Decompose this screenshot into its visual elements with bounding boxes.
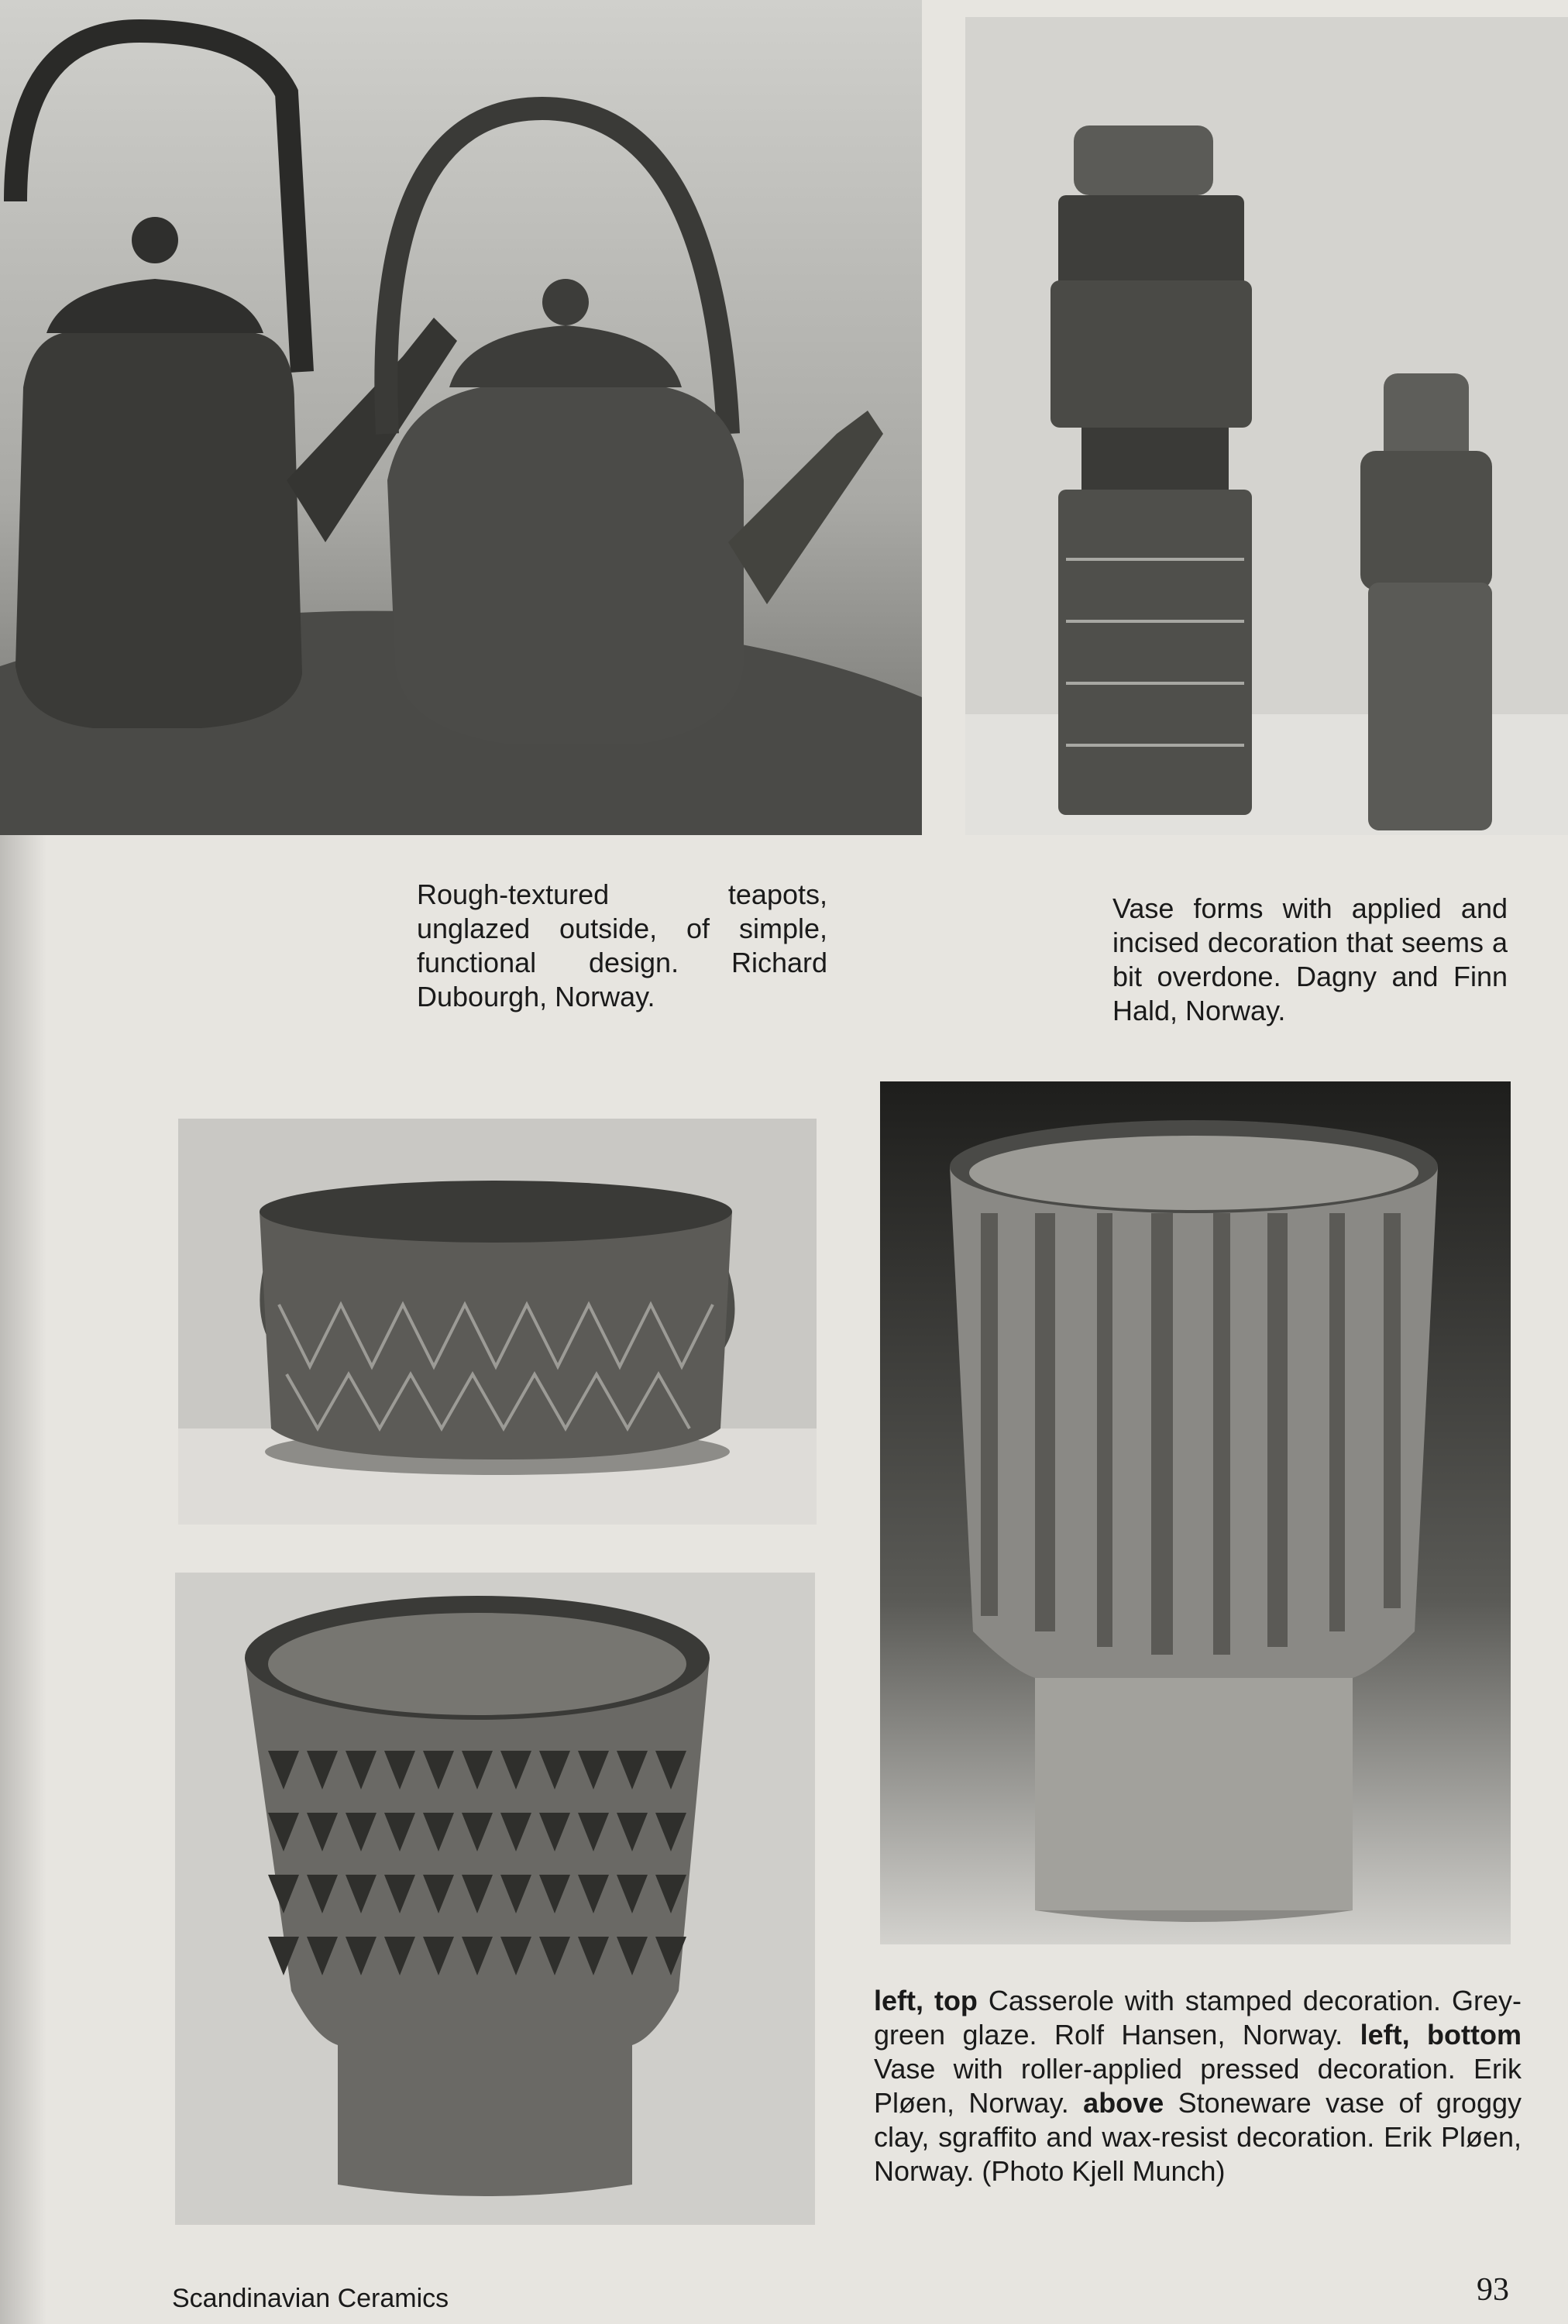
page-number: 93 [1477,2272,1509,2308]
caption-text-above: Stoneware vase of groggy clay, sgraffito and wax-resist decoration. Erik Pløen, Norway. (Photo Kjell Munch) [874,2087,1522,2187]
caption-label-left-top: left, top [874,1985,978,2016]
caption-text-left-bottom: Vase with roller-applied pressed decoration. Erik Pløen, Norway. [874,2053,1522,2119]
caption-label-left-bottom: left, bottom [1360,2019,1522,2051]
casserole-photo [178,1119,817,1525]
caption-label-above: above [1083,2087,1164,2119]
roller-vase-photo [175,1573,815,2225]
stoneware-vase-photo [880,1081,1511,1944]
running-title: Scandinavian Ceramics [172,2284,449,2313]
vases-photo [965,17,1568,835]
caption-text-left-top: Casserole with stamped decoration. Grey-green glaze. Rolf Hansen, Norway. [874,1985,1522,2051]
vases-caption: Vase forms with applied and incised decoration that seems a bit overdone. Dagny and Finn Hald, Norway. [1112,892,1508,1026]
teapots-photo [0,0,922,835]
combined-caption [874,1984,1522,2188]
teapots-caption: Rough-textured teapots, unglazed outside, of simple, functional design. Richard Dubourgh, Norway. [417,878,827,1012]
